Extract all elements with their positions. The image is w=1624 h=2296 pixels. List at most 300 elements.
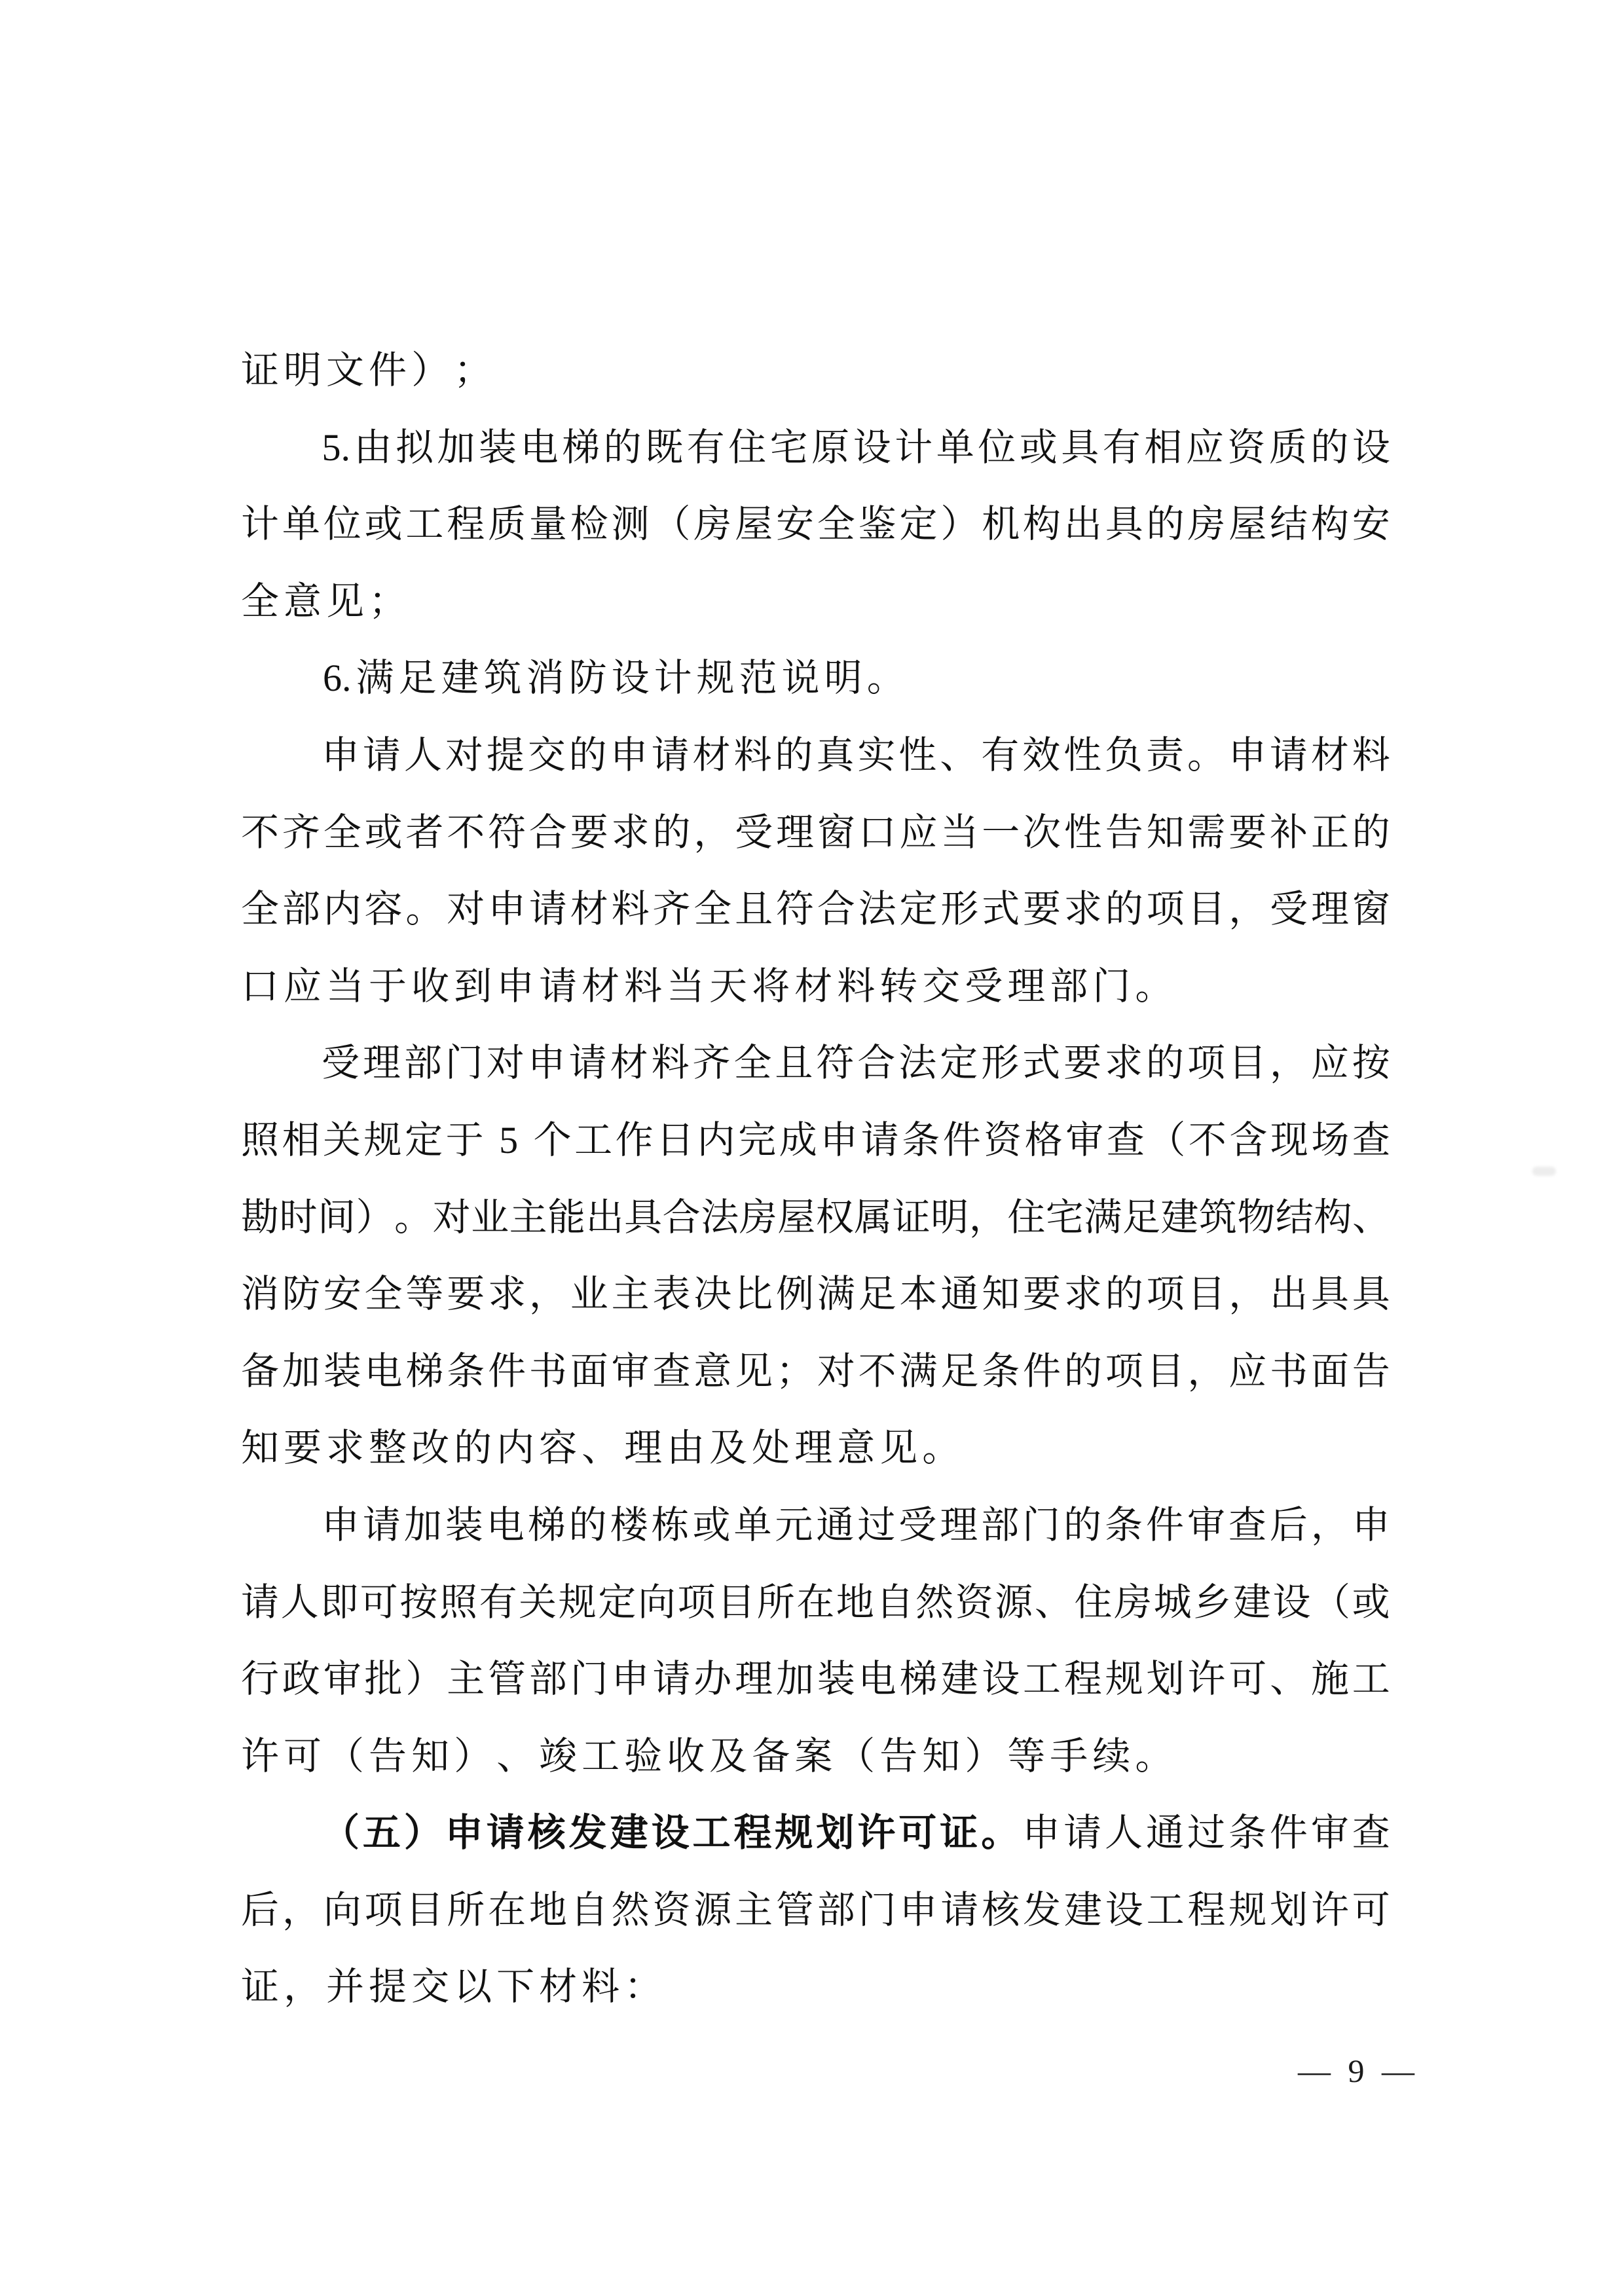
- text-char: 审: [1187, 1503, 1225, 1546]
- text-char: 料: [624, 964, 663, 1008]
- text-char: 当: [326, 964, 365, 1008]
- text-char: 安: [1352, 503, 1390, 546]
- text-line: [241, 659, 1390, 737]
- text-char: 下: [496, 1965, 535, 2009]
- text-char: 或: [364, 811, 403, 854]
- text-char: 性: [1063, 811, 1102, 854]
- paragraph-indent: [241, 1044, 318, 1045]
- text-char: 建: [1232, 1580, 1271, 1624]
- text-char: 源: [693, 1888, 732, 1931]
- text-char: 权: [815, 1195, 854, 1239]
- text-char: （: [1312, 1580, 1351, 1624]
- text-char: 电: [858, 1658, 896, 1701]
- text-char: 合: [857, 1042, 896, 1085]
- text-char: 发: [568, 1812, 607, 1855]
- text-char: 天: [709, 964, 748, 1008]
- text-char: 者: [405, 811, 444, 854]
- text-char: 目: [1146, 1349, 1185, 1393]
- text-char: 料: [837, 964, 876, 1008]
- text-char: 出: [585, 1195, 624, 1239]
- text-line: [241, 1660, 1390, 1738]
- text-char: 理: [362, 1042, 401, 1085]
- text-char: 备: [752, 1734, 790, 1777]
- text-char: 即: [320, 1580, 359, 1624]
- text-char: 材: [692, 733, 731, 776]
- text-char: 申: [321, 733, 360, 776]
- text-char: 申: [527, 1042, 566, 1085]
- text-char: 、: [1270, 1658, 1308, 1701]
- text-char: 请: [241, 1580, 280, 1624]
- text-char: 告: [1105, 811, 1143, 854]
- text-char: 材: [539, 1965, 578, 2009]
- text-char: 要: [1023, 888, 1061, 931]
- text-char: 窗: [817, 811, 855, 854]
- text-char: 相: [282, 1118, 320, 1161]
- text-char: ；: [369, 579, 407, 623]
- text-char: 部: [817, 1888, 855, 1931]
- text-char: 见: [879, 1427, 918, 1470]
- text-char: 理: [624, 1427, 663, 1470]
- text-char: ）: [965, 1734, 1003, 1777]
- text-char: 自: [876, 1580, 914, 1624]
- text-line: [241, 1044, 1390, 1121]
- text-char: 或: [364, 503, 403, 546]
- text-char: 形: [940, 888, 979, 931]
- text-char: 结: [1270, 503, 1308, 546]
- text-char: 工: [574, 1118, 613, 1161]
- text-char: 证: [241, 1965, 280, 2009]
- text-char: 后: [241, 1888, 280, 1931]
- text-char: 向: [637, 1580, 676, 1624]
- text-char: ，: [1310, 1503, 1349, 1546]
- text-char: 对: [817, 1349, 855, 1393]
- text-char: 例: [775, 1273, 814, 1316]
- text-char: 求: [488, 1273, 526, 1316]
- text-char: 加: [403, 1503, 442, 1546]
- text-char: ，: [1228, 888, 1267, 931]
- text-char: 人: [1105, 1812, 1143, 1855]
- text-char: 不: [447, 811, 485, 854]
- text-char: 出: [1270, 1273, 1308, 1316]
- text-char: 证: [892, 1195, 931, 1239]
- text-char: 装: [817, 1658, 855, 1701]
- text-char: 、: [1034, 1580, 1073, 1624]
- text-char: 定: [940, 1042, 978, 1085]
- text-char: 过: [1187, 1812, 1225, 1855]
- text-char: 明: [931, 1195, 969, 1239]
- text-char: 可: [360, 1580, 398, 1624]
- text-char: 格: [1024, 1118, 1063, 1161]
- text-char: 性: [1063, 733, 1102, 776]
- text-char: 要: [570, 811, 608, 854]
- text-char: 形: [981, 1042, 1020, 1085]
- text-char: 出: [1063, 503, 1102, 546]
- text-char: 政: [282, 1658, 320, 1701]
- text-char: 筑: [1198, 1195, 1237, 1239]
- text-char: 查: [1352, 1118, 1390, 1161]
- text-char: 转: [879, 964, 918, 1008]
- text-char: 位: [978, 426, 1016, 469]
- text-char: 请: [528, 888, 567, 931]
- text-char: 主: [447, 1658, 485, 1701]
- text-char: 意: [284, 579, 322, 623]
- text-char: 审: [611, 1349, 650, 1393]
- text-char: 书: [1270, 1349, 1308, 1393]
- text-char: 的: [652, 811, 691, 854]
- text-char: 资: [984, 1118, 1022, 1161]
- text-char: 工: [692, 1812, 731, 1855]
- text-char: 材: [581, 964, 620, 1008]
- text-char: 屋: [735, 503, 773, 546]
- text-char: 应: [1185, 426, 1224, 469]
- text-char: 不: [1188, 1118, 1227, 1161]
- text-char: 可: [1228, 1658, 1267, 1701]
- text-char: 当: [940, 811, 979, 854]
- text-char: 核: [982, 1888, 1020, 1931]
- text-char: 装: [479, 426, 517, 469]
- text-char: 处: [752, 1427, 790, 1470]
- text-line: [241, 1275, 1390, 1353]
- text-char: 足: [398, 657, 437, 700]
- text-char: 工: [1146, 1888, 1185, 1931]
- text-char: 电: [364, 1349, 403, 1393]
- text-char: 比: [735, 1273, 773, 1316]
- text-char: 交: [411, 1965, 450, 2009]
- text-line: [241, 811, 1390, 891]
- text-char: 目: [1187, 1273, 1226, 1316]
- text-char: 的: [1063, 1503, 1102, 1546]
- text-char: 材: [570, 888, 608, 931]
- text-char: 求: [1063, 888, 1102, 931]
- text-char: 容: [364, 888, 403, 931]
- text-char: 的: [603, 426, 642, 469]
- text-char: 设: [1272, 1580, 1311, 1624]
- text-char: 审: [1065, 1118, 1104, 1161]
- text-char: 齐: [692, 1042, 731, 1085]
- text-char: 申: [1228, 733, 1266, 776]
- text-char: 照: [439, 1580, 477, 1624]
- text-line: [241, 1965, 1390, 2045]
- text-char: 规: [1228, 1888, 1267, 1931]
- text-line: [241, 1118, 1390, 1199]
- text-char: 备: [241, 1349, 280, 1393]
- text-char: 正: [1310, 811, 1349, 854]
- text-char: 测: [611, 503, 650, 546]
- text-char: 划: [816, 1812, 855, 1855]
- text-char: 。: [922, 1427, 961, 1470]
- text-char: 请: [362, 1503, 401, 1546]
- text-char: 所: [756, 1580, 795, 1624]
- text-char: 性: [898, 733, 937, 776]
- text-char: 6.: [323, 657, 352, 700]
- text-char: 加: [282, 1349, 320, 1393]
- text-char: （: [1147, 1118, 1186, 1161]
- text-char: 施: [1310, 1658, 1349, 1701]
- text-line: [241, 349, 1390, 429]
- text-char: 建: [1160, 1195, 1199, 1239]
- text-char: 量: [528, 503, 567, 546]
- text-char: 防: [568, 657, 607, 700]
- text-char: 宅: [1045, 1195, 1084, 1239]
- text-char: 规: [1105, 1658, 1143, 1701]
- page-number: — 9 —: [1298, 2052, 1419, 2089]
- text-char: 知: [1146, 811, 1185, 854]
- text-char: 在: [796, 1580, 835, 1624]
- text-char: 5: [499, 1118, 519, 1161]
- text-char: 受: [321, 1042, 360, 1085]
- text-char: 关: [323, 1118, 361, 1161]
- text-line: [241, 1503, 1390, 1584]
- text-char: 收: [411, 964, 450, 1008]
- paragraph-indent: [241, 1506, 318, 1507]
- text-char: 整: [369, 1427, 407, 1470]
- text-char: 目: [405, 1888, 444, 1931]
- text-char: 属: [854, 1195, 893, 1239]
- text-char: 场: [1311, 1118, 1350, 1161]
- text-char: 按: [1352, 1042, 1390, 1085]
- text-char: 要: [447, 1273, 485, 1316]
- text-char: 业: [471, 1195, 509, 1239]
- text-char: 不: [241, 811, 280, 854]
- text-char: 照: [241, 1118, 280, 1161]
- text-char: 房: [1187, 503, 1226, 546]
- text-char: 表: [652, 1273, 691, 1316]
- text-char: 房: [1114, 1580, 1153, 1624]
- text-char: ，: [284, 1965, 322, 2009]
- text-char: 主: [509, 1195, 547, 1239]
- text-char: 料: [651, 1042, 690, 1085]
- text-char: 法: [858, 888, 896, 931]
- text-char: 可: [1352, 1888, 1390, 1931]
- text-char: 。: [981, 1812, 1020, 1855]
- text-char: 受: [735, 811, 773, 854]
- text-char: 以: [454, 1965, 492, 2009]
- text-char: 的: [1146, 503, 1185, 546]
- text-char: 个: [533, 1118, 572, 1161]
- text-char: 装: [323, 1349, 361, 1393]
- text-char: 且: [735, 888, 773, 931]
- text-char: 料: [581, 1965, 620, 2009]
- text-char: 部: [981, 1503, 1020, 1546]
- text-char: 满: [1084, 1195, 1122, 1239]
- text-char: 求: [611, 811, 650, 854]
- text-char: 有: [981, 733, 1020, 776]
- text-char: 于: [369, 964, 407, 1008]
- text-char: 房: [739, 1195, 777, 1239]
- text-char: 足: [858, 1273, 896, 1316]
- text-line: [241, 1429, 1390, 1506]
- text-char: 书: [528, 1349, 567, 1393]
- text-char: 全: [323, 811, 361, 854]
- text-char: 规: [363, 1118, 402, 1161]
- text-char: 、: [1352, 1195, 1390, 1239]
- text-char: 通: [816, 1503, 855, 1546]
- text-char: 等: [405, 1273, 444, 1316]
- text-char: 竣: [539, 1734, 578, 1777]
- text-char: 门: [1092, 964, 1131, 1008]
- text-char: 梯: [899, 1658, 938, 1701]
- text-char: 知: [411, 1734, 450, 1777]
- text-char: 程: [1063, 1658, 1102, 1701]
- text-char: 条: [1105, 1503, 1143, 1546]
- text-char: 申: [321, 1503, 360, 1546]
- text-char: 电: [520, 426, 559, 469]
- text-char: 的: [775, 733, 813, 776]
- text-char: 见: [326, 579, 365, 623]
- text-char: 5.: [322, 426, 350, 469]
- text-char: 等: [1007, 1734, 1046, 1777]
- text-char: 申: [1022, 1812, 1061, 1855]
- text-char: 符: [775, 888, 814, 931]
- text-char: 部: [282, 888, 320, 931]
- text-char: 且: [775, 1042, 813, 1085]
- text-char: 件: [1146, 1503, 1185, 1546]
- text-char: 单: [733, 1503, 772, 1546]
- text-char: （: [652, 503, 691, 546]
- text-char: 消: [241, 1273, 280, 1316]
- text-char: 资: [1227, 426, 1266, 469]
- text-char: 梯: [562, 426, 600, 469]
- text-char: 能: [547, 1195, 586, 1239]
- text-char: （: [326, 1734, 365, 1777]
- text-char: 告: [879, 1734, 918, 1777]
- text-char: 件: [942, 1118, 981, 1161]
- text-char: 口: [241, 964, 280, 1008]
- text-char: 请: [652, 1658, 691, 1701]
- text-char: 然: [611, 1888, 650, 1931]
- text-char: [487, 1121, 496, 1159]
- text-char: 五: [362, 1812, 401, 1855]
- text-char: 查: [1228, 1503, 1266, 1546]
- text-char: 计: [895, 426, 933, 469]
- text-char: 设: [982, 1658, 1020, 1701]
- text-char: 门: [1022, 1503, 1061, 1546]
- text-char: 城: [1153, 1580, 1192, 1624]
- text-char: 材: [794, 964, 833, 1008]
- text-char: 住: [1007, 1195, 1046, 1239]
- text-char: 设: [1352, 426, 1390, 469]
- text-char: ，: [969, 1195, 1007, 1239]
- text-char: 材: [1310, 733, 1349, 776]
- text-char: 定: [899, 888, 938, 931]
- text-char: 实: [857, 733, 896, 776]
- text-char: 有: [1102, 426, 1141, 469]
- text-char: 求: [326, 1427, 365, 1470]
- text-char: 不: [858, 1349, 896, 1393]
- text-char: 许: [241, 1734, 280, 1777]
- text-char: 内: [697, 1118, 735, 1161]
- text-char: 。: [1135, 1734, 1173, 1777]
- text-char: 审: [1310, 1812, 1349, 1855]
- text-char: 电: [486, 1503, 525, 1546]
- text-char: 要: [284, 1427, 322, 1470]
- text-char: 地: [836, 1580, 874, 1624]
- text-char: 于: [445, 1118, 484, 1161]
- text-char: 次: [1023, 811, 1061, 854]
- text-char: 项: [677, 1580, 716, 1624]
- text-char: 条: [982, 1349, 1020, 1393]
- text-char: ：: [624, 1965, 663, 2009]
- text-char: 申: [496, 964, 535, 1008]
- text-char: 知: [241, 1427, 280, 1470]
- text-char: 过: [857, 1503, 896, 1546]
- text-char: 窗: [1352, 888, 1390, 931]
- text-char: 受: [1270, 888, 1308, 931]
- text-char: 装: [445, 1503, 483, 1546]
- text-char: 应: [1310, 1042, 1349, 1085]
- text-char: 主: [611, 1273, 650, 1316]
- text-char: 管: [488, 1658, 526, 1701]
- text-char: ）: [454, 1734, 492, 1777]
- text-char: 知: [982, 1273, 1020, 1316]
- text-char: 部: [403, 1042, 442, 1085]
- text-char: 具: [1352, 1273, 1390, 1316]
- text-char: 程: [447, 503, 485, 546]
- text-line: [241, 890, 1390, 968]
- text-char: ，: [282, 1888, 320, 1931]
- text-char: 成: [779, 1118, 817, 1161]
- text-char: 部: [1050, 964, 1088, 1008]
- text-char: 有: [686, 426, 725, 469]
- text-char: 查: [652, 1349, 691, 1393]
- text-char: 含: [1229, 1118, 1268, 1161]
- text-char: 告: [369, 1734, 407, 1777]
- text-char: 请: [568, 1042, 607, 1085]
- text-char: 申: [899, 1888, 938, 1931]
- text-char: 证: [241, 349, 280, 392]
- text-char: 。: [405, 888, 444, 931]
- text-char: 请: [940, 1888, 979, 1931]
- text-char: 消: [526, 657, 564, 700]
- paragraph-indent: [241, 659, 318, 660]
- text-char: 意: [693, 1349, 732, 1393]
- text-line: [241, 733, 1390, 814]
- text-char: 自: [570, 1888, 608, 1931]
- text-char: 相: [1144, 426, 1183, 469]
- text-char: 及: [709, 1427, 748, 1470]
- text-char: 时: [279, 1195, 318, 1239]
- text-char: 日: [656, 1118, 695, 1161]
- text-char: 发: [1023, 1888, 1061, 1931]
- text-char: 申: [1352, 1503, 1390, 1546]
- text-char: 计: [654, 657, 692, 700]
- text-char: 结: [1275, 1195, 1314, 1239]
- text-char: 划: [1270, 1888, 1308, 1931]
- text-char: 完: [738, 1118, 777, 1161]
- text-char: 申: [820, 1118, 858, 1161]
- text-char: 满: [356, 657, 394, 700]
- text-char: 防: [282, 1273, 320, 1316]
- text-char: 请: [539, 964, 578, 1008]
- text-char: 具: [1061, 426, 1099, 469]
- text-char: 管: [775, 1888, 814, 1931]
- text-char: 应: [1228, 1349, 1267, 1393]
- text-char: 核: [527, 1812, 566, 1855]
- text-char: 条: [902, 1118, 940, 1161]
- text-char: 通: [1146, 1812, 1185, 1855]
- text-char: 应: [284, 964, 322, 1008]
- text-char: 关: [519, 1580, 557, 1624]
- text-char: 的: [1105, 1273, 1143, 1316]
- text-char: 收: [667, 1734, 705, 1777]
- text-char: 明: [284, 349, 322, 392]
- text-char: 计: [241, 503, 280, 546]
- text-char: 向: [323, 1888, 361, 1931]
- text-char: 设: [611, 657, 650, 700]
- text-char: ，: [1269, 1042, 1308, 1085]
- text-char: 定: [598, 1580, 637, 1624]
- text-char: 及: [709, 1734, 748, 1777]
